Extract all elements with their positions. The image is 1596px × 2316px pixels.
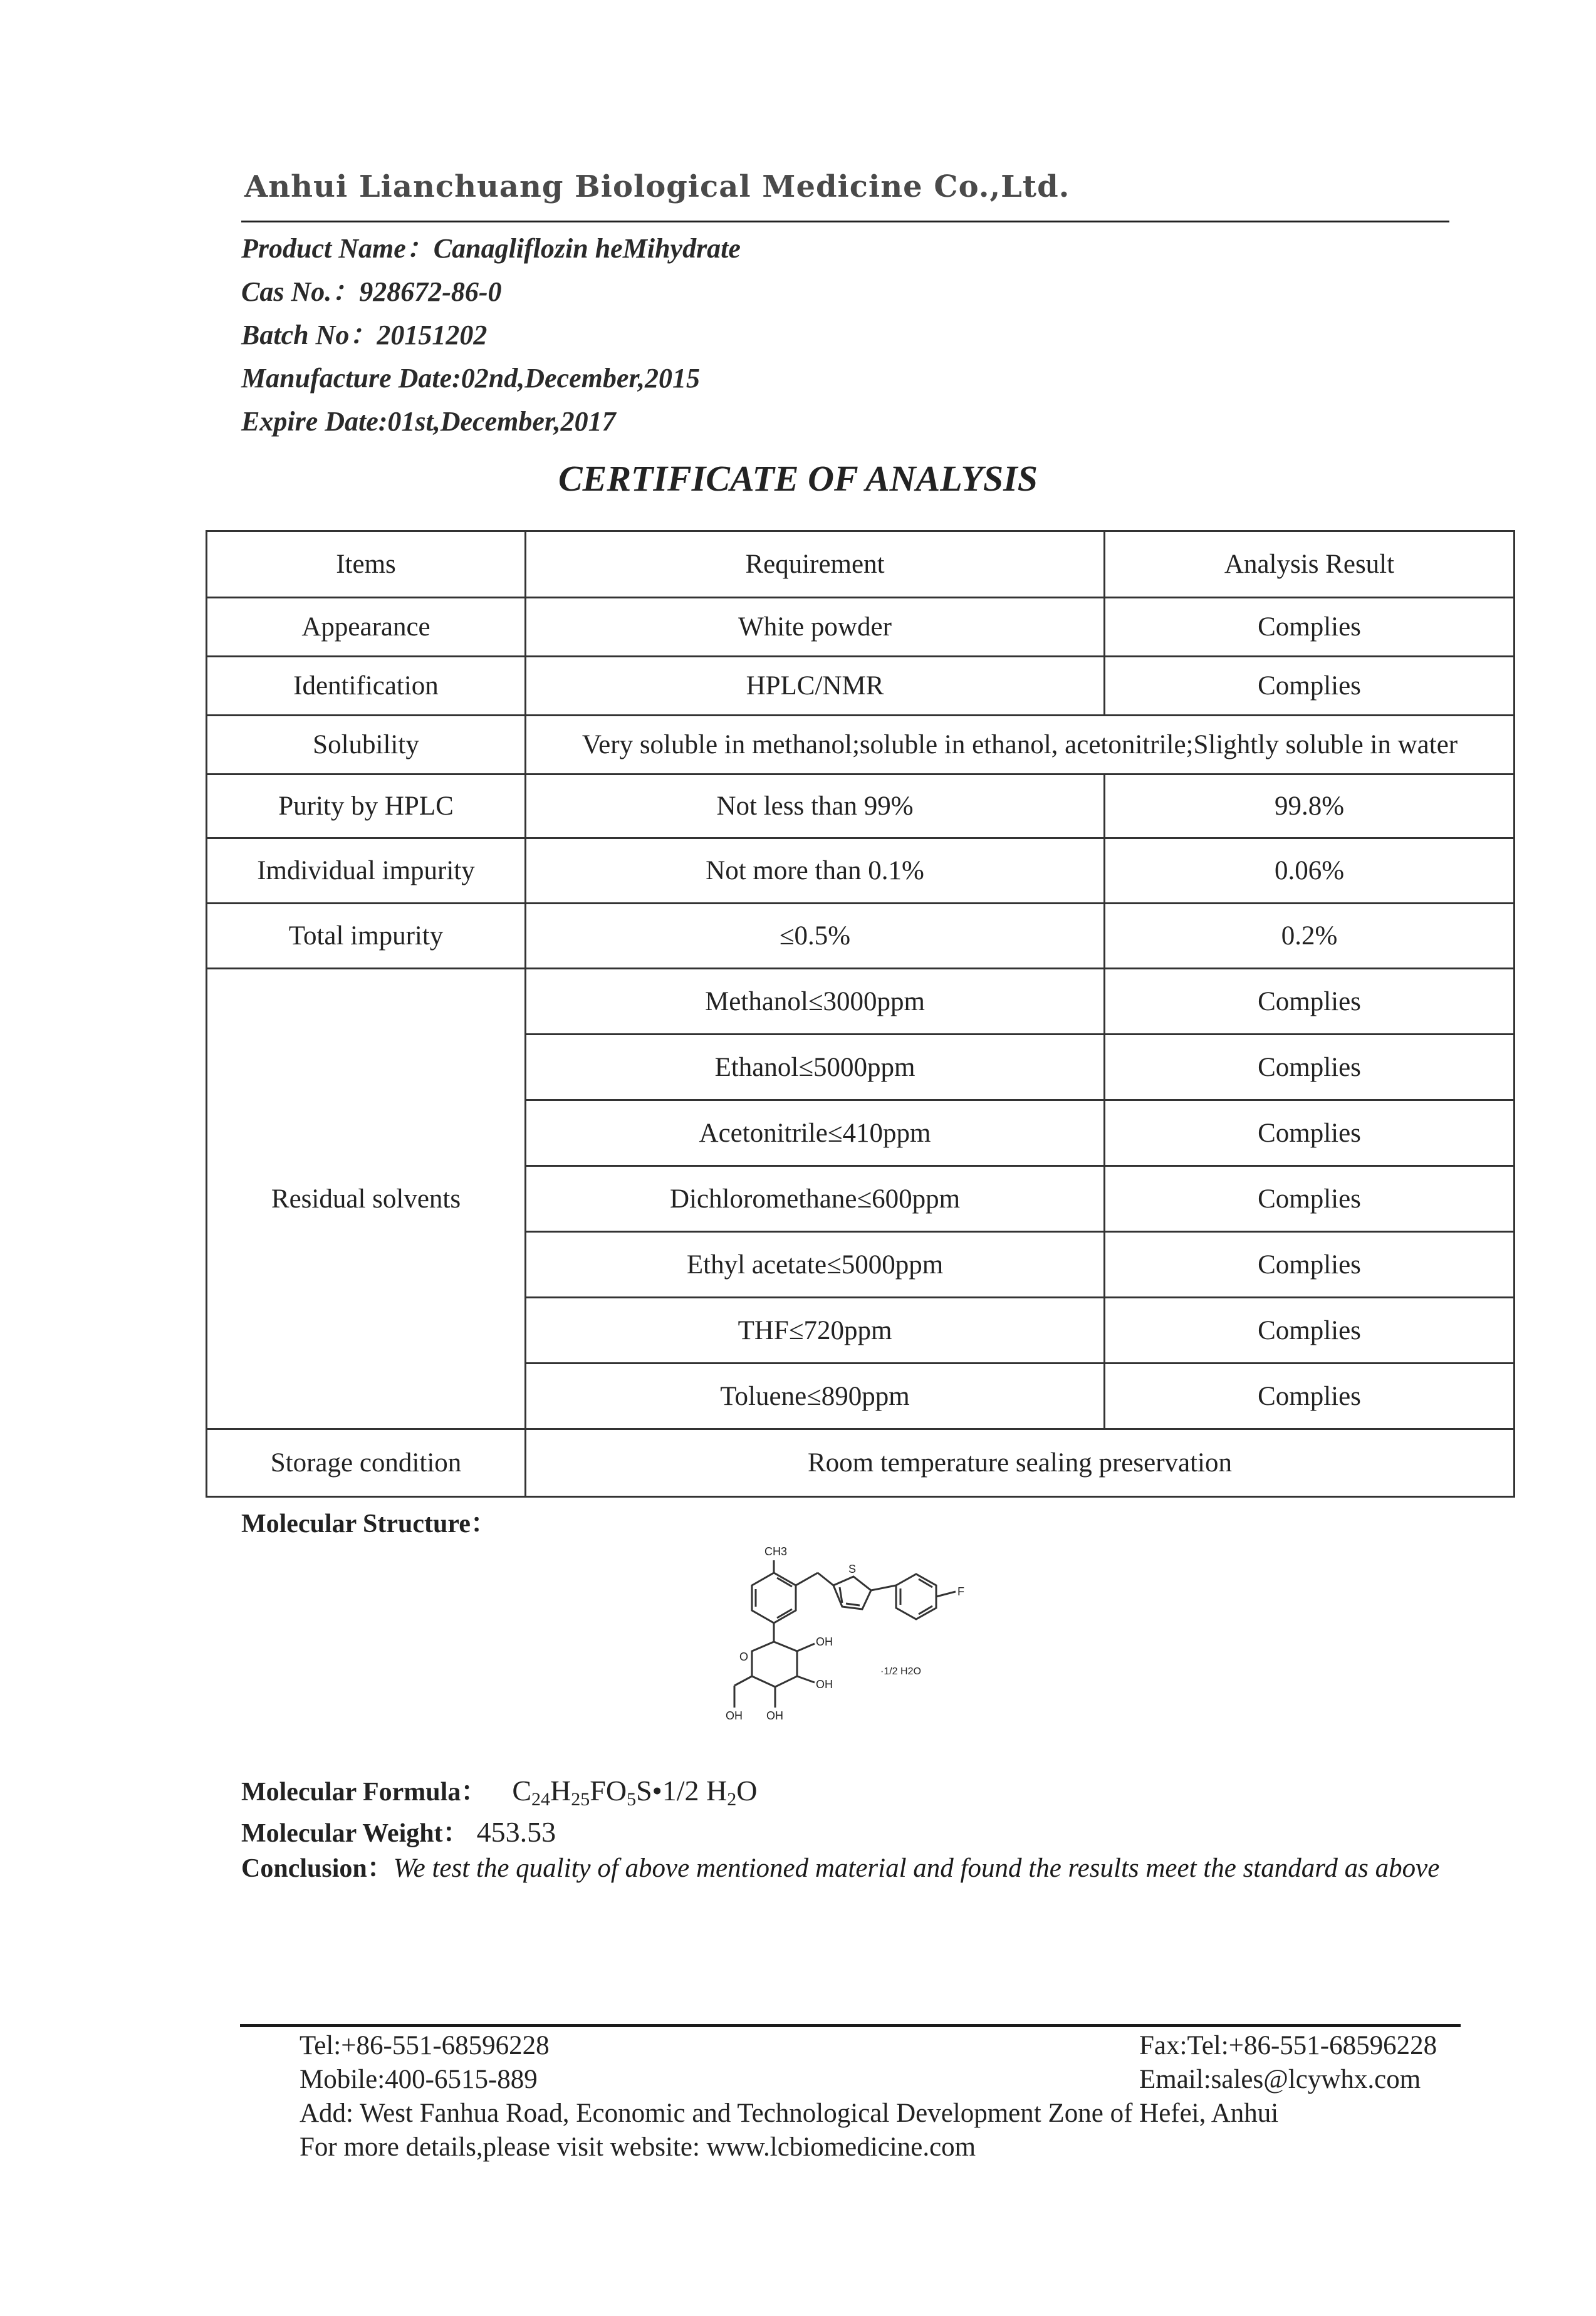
row-requirement: White powder xyxy=(526,598,1105,657)
header-analysis-result: Analysis Result xyxy=(1105,531,1515,598)
formula-subscript: 2 xyxy=(727,1789,737,1810)
formula-subscript: 5 xyxy=(627,1789,637,1810)
storage-requirement: Room temperature sealing preservation xyxy=(526,1429,1515,1497)
formula-part: O xyxy=(736,1775,758,1807)
row-requirement: HPLC/NMR xyxy=(526,657,1105,716)
row-requirement: Methanol≤3000ppm xyxy=(526,969,1105,1035)
conclusion-label: Conclusion： xyxy=(241,1854,394,1883)
molecular-formula-value xyxy=(512,1775,758,1810)
row-item: Identification xyxy=(207,657,526,716)
molecular-formula-row xyxy=(241,1771,757,1810)
sulfur-label: S xyxy=(848,1563,857,1575)
product-info xyxy=(241,227,741,443)
header-rule xyxy=(241,221,1449,222)
row-result: Complies xyxy=(1105,1166,1515,1232)
row-requirement: Dichloromethane≤600ppm xyxy=(526,1166,1105,1232)
row-result: Complies xyxy=(1105,1364,1515,1429)
footer-website: For more details,please visit website: www.lcbiomedicine.com xyxy=(300,2132,976,2162)
footer xyxy=(300,2029,1459,2164)
cas-number: Cas No.：928672-86-0 xyxy=(241,276,502,307)
batch-number: Batch No：20151202 xyxy=(241,320,488,350)
row-result: Complies xyxy=(1105,969,1515,1035)
row-item: Purity by HPLC xyxy=(207,775,526,838)
table-header-row xyxy=(207,531,1515,598)
formula-part: C xyxy=(512,1775,532,1807)
document-title: CERTIFICATE OF ANALYSIS xyxy=(558,458,1038,499)
table-row xyxy=(207,775,1515,838)
row-item: Imdividual impurity xyxy=(207,838,526,904)
molecular-formula-label: Molecular Formula： xyxy=(241,1778,488,1807)
table-row xyxy=(207,969,1515,1035)
manufacture-date: Manufacture Date:02nd,December,2015 xyxy=(241,363,701,394)
formula-subscript: 24 xyxy=(531,1789,551,1810)
row-requirement: Very soluble in methanol;soluble in ethanol, acetonitrile;Slightly soluble in water xyxy=(526,716,1515,775)
footer-rule xyxy=(240,2024,1461,2027)
row-requirement: Toluene≤890ppm xyxy=(526,1364,1105,1429)
footer-tel: Tel:+86-551-68596228 xyxy=(300,2031,550,2060)
row-requirement: Ethyl acetate≤5000ppm xyxy=(526,1232,1105,1298)
table-row xyxy=(207,904,1515,969)
expire-date: Expire Date:01st,December,2017 xyxy=(241,406,616,437)
header-items: Items xyxy=(207,531,526,598)
row-requirement: Not more than 0.1% xyxy=(526,838,1105,904)
hydroxyl-label: OH xyxy=(766,1709,783,1722)
formula-subscript: 25 xyxy=(571,1789,590,1810)
formula-part: S•1/2 H xyxy=(636,1775,728,1807)
table-row xyxy=(207,716,1515,775)
company-name: Anhui Lianchuang Biological Medicine Co.,Ltd. xyxy=(244,169,1070,204)
molecular-weight-value: 453.53 xyxy=(476,1816,556,1848)
benzene-ring xyxy=(752,1573,796,1623)
row-result: Complies xyxy=(1105,657,1515,716)
hydrate-label: ·1/2 H2O xyxy=(880,1666,921,1677)
row-result: 0.2% xyxy=(1105,904,1515,969)
molecular-structure-label: Molecular Structure： xyxy=(241,1510,497,1538)
row-result: Complies xyxy=(1105,1100,1515,1166)
formula-part: H xyxy=(550,1775,571,1807)
conclusion xyxy=(241,1847,1460,1890)
hydroxyl-label: OH xyxy=(726,1709,743,1722)
row-result: Complies xyxy=(1105,1298,1515,1364)
footer-mobile: Mobile:400-6515-889 xyxy=(300,2065,538,2094)
row-requirement: Acetonitrile≤410ppm xyxy=(526,1100,1105,1166)
row-result: Complies xyxy=(1105,598,1515,657)
product-name: Product Name：Canagliflozin heMihydrate xyxy=(241,233,741,264)
storage-item: Storage condition xyxy=(207,1429,526,1497)
ch3-label: CH3 xyxy=(764,1545,788,1558)
row-requirement: THF≤720ppm xyxy=(526,1298,1105,1364)
molecular-weight-row xyxy=(241,1812,556,1850)
row-item: Solubility xyxy=(207,716,526,775)
table-row xyxy=(207,657,1515,716)
row-requirement: Ethanol≤5000ppm xyxy=(526,1035,1105,1100)
footer-address: Add: West Fanhua Road, Economic and Technological Development Zone of Hefei, Anhui xyxy=(300,2099,1279,2128)
hydroxyl-label: OH xyxy=(816,1678,833,1691)
residual-solvents-item: Residual solvents xyxy=(207,969,526,1429)
table-row xyxy=(207,1429,1515,1497)
row-result: Complies xyxy=(1105,1232,1515,1298)
row-result: 0.06% xyxy=(1105,838,1515,904)
methylene-bond xyxy=(796,1573,818,1585)
fluorine-label: F xyxy=(957,1585,964,1598)
fluorophenyl-ring xyxy=(896,1574,936,1619)
formula-part: FO xyxy=(590,1775,627,1807)
hydroxyl-label: OH xyxy=(816,1635,833,1648)
ring-oxygen-label: O xyxy=(739,1651,749,1663)
row-result: 99.8% xyxy=(1105,775,1515,838)
table-row xyxy=(207,598,1515,657)
glucose-ring xyxy=(752,1642,797,1687)
row-requirement: Not less than 99% xyxy=(526,775,1105,838)
row-result: Complies xyxy=(1105,1035,1515,1100)
footer-email: Email:sales@lcywhx.com xyxy=(1139,2065,1421,2094)
analysis-table xyxy=(206,530,1515,1498)
table-row xyxy=(207,838,1515,904)
footer-fax: Fax:Tel:+86-551-68596228 xyxy=(1139,2031,1437,2060)
conclusion-text: We test the quality of above mentioned material and found the results meet the standard as above xyxy=(393,1854,1440,1883)
header-requirement: Requirement xyxy=(526,531,1105,598)
row-requirement: ≤0.5% xyxy=(526,904,1105,969)
row-item: Appearance xyxy=(207,598,526,657)
row-item: Total impurity xyxy=(207,904,526,969)
molecular-weight-label: Molecular Weight： xyxy=(241,1819,469,1848)
molecular-structure-diagram xyxy=(689,1541,990,1755)
